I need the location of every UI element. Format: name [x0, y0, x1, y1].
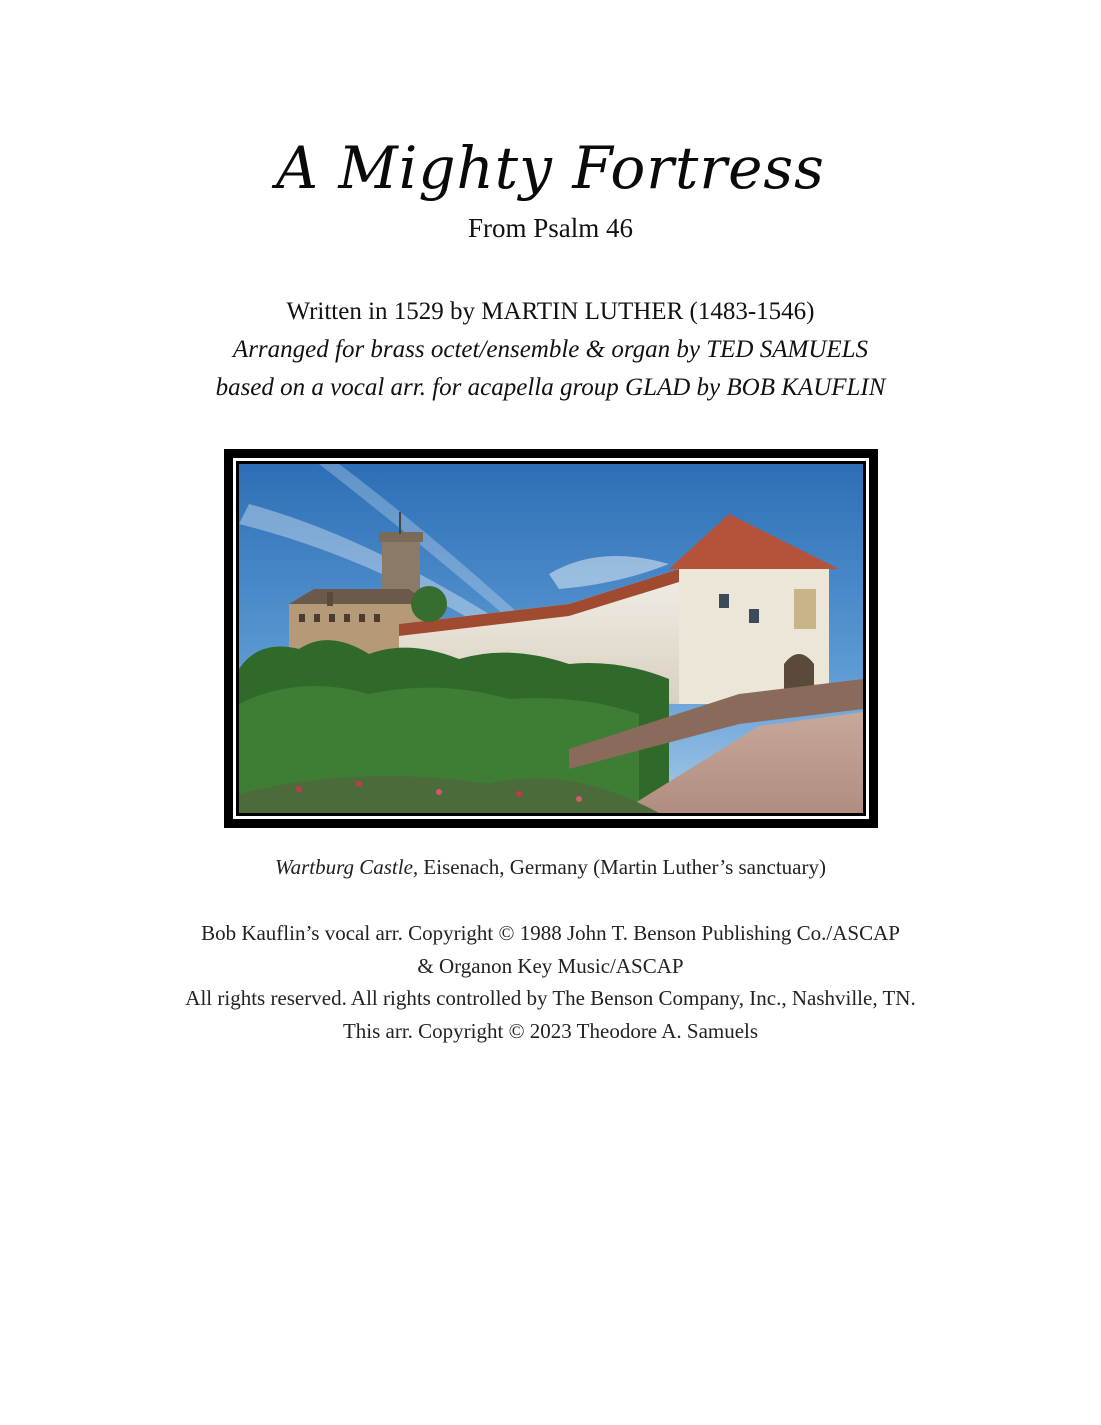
- caption-place: Wartburg Castle,: [275, 855, 419, 879]
- credits-block: [0, 293, 1101, 407]
- caption-detail: Eisenach, Germany (Martin Luther’s sanctuary): [418, 855, 826, 879]
- photo-inner-border: [236, 461, 866, 816]
- castle-photo: [239, 464, 863, 813]
- copyright-line-3: All rights reserved. All rights controlled by The Benson Company, Inc., Nashville, TN.: [185, 986, 916, 1010]
- photo-mat: [233, 458, 869, 819]
- copyright-line-4: This arr. Copyright © 2023 Theodore A. Samuels: [342, 1018, 759, 1043]
- copyright-line-1: Bob Kauflin’s vocal arr. Copyright © 1988 John T. Benson Publishing Co./ASCAP: [201, 921, 900, 945]
- copyright-block: [0, 917, 1101, 1047]
- credit-based-on: based on a vocal arr. for acapella group GLAD by BOB KAUFLIN: [215, 374, 886, 401]
- credit-arranged: Arranged for brass octet/ensemble & organ by TED SAMUELS: [232, 336, 869, 363]
- copyright-line-2: & Organon Key Music/ASCAP: [417, 953, 684, 978]
- photo-caption: [0, 852, 1101, 882]
- castle-photo-frame: [224, 449, 878, 828]
- page-subtitle: From Psalm 46: [467, 213, 634, 243]
- credit-written: Written in 1529 by MARTIN LUTHER (1483-1546): [286, 298, 815, 325]
- page-title: A Mighty Fortress: [276, 134, 825, 202]
